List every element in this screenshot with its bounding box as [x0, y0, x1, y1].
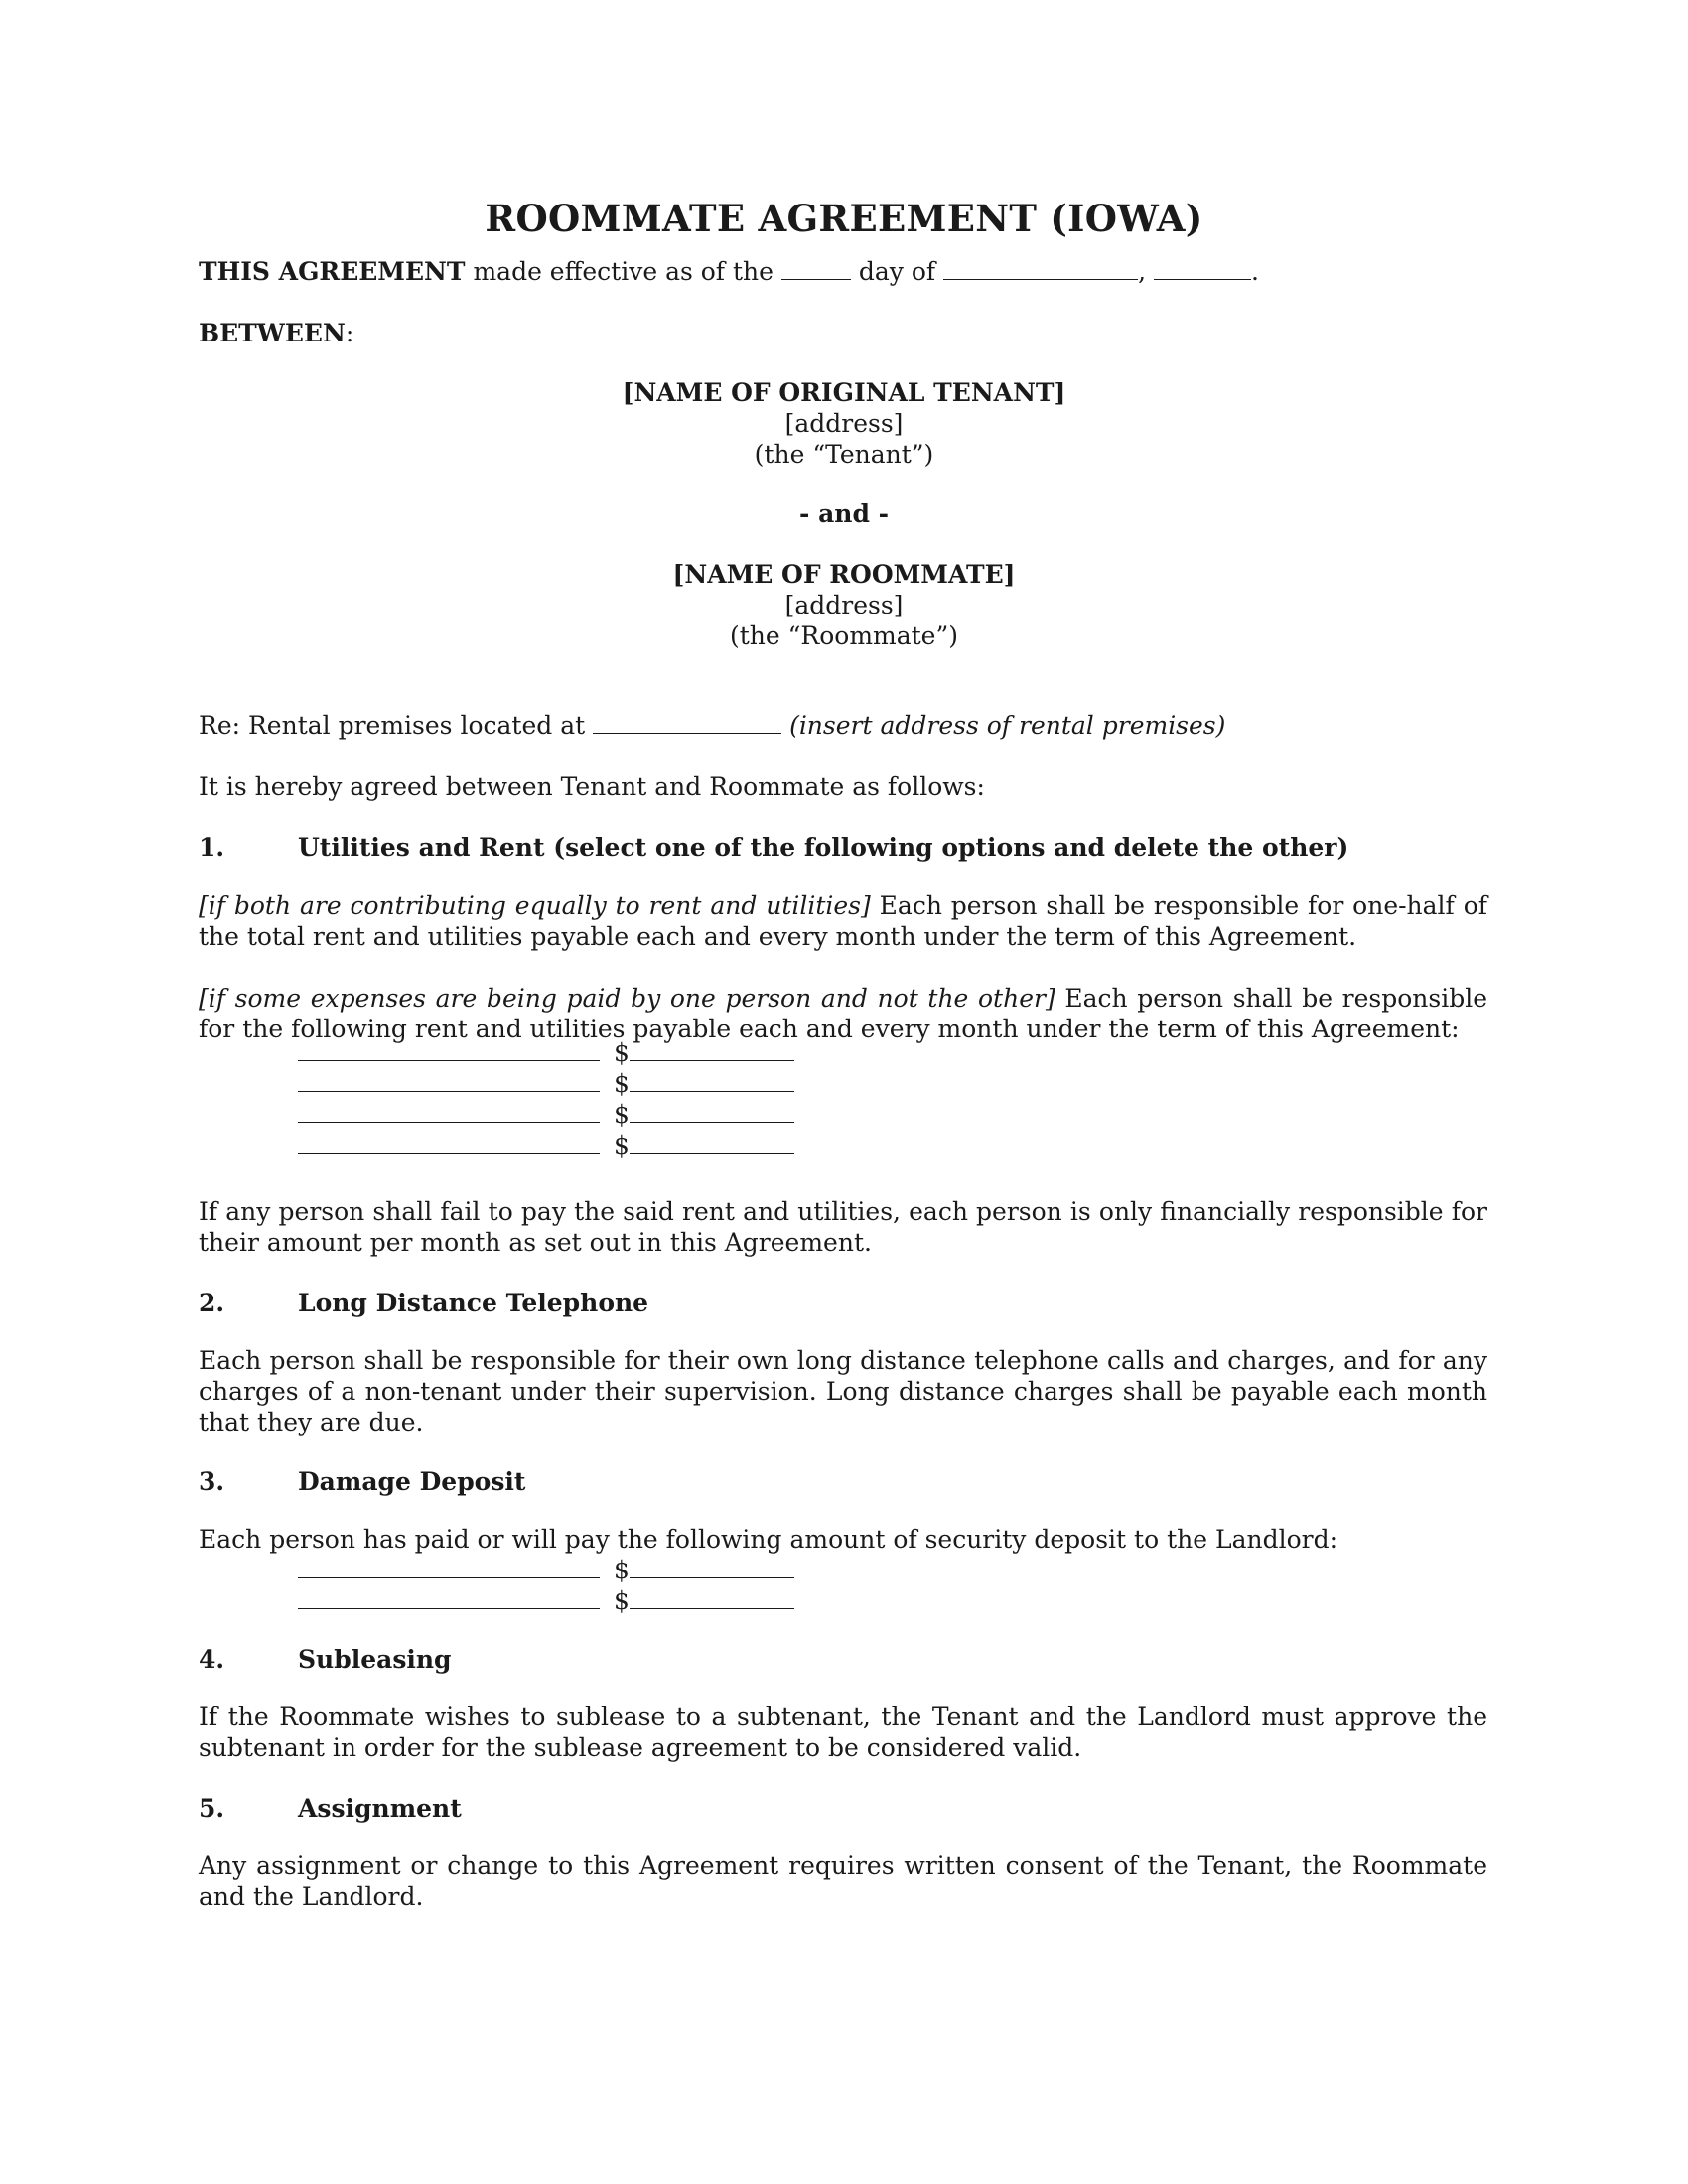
section-3-heading [199, 1466, 525, 1497]
re-note: (insert address of rental premises) [789, 711, 1226, 740]
dollar-sign: $ [614, 1069, 630, 1098]
expense-name-blank[interactable] [298, 1038, 600, 1061]
expense-amount-blank[interactable] [630, 1131, 794, 1154]
section-3-number: 3. [199, 1467, 225, 1496]
deposit-row [298, 1585, 794, 1613]
between-line [199, 318, 353, 348]
section-1-closing: If any person shall fail to pay the said rent and utilities, each person is only financially responsible for their amount per month as set out in this Agreement. [199, 1197, 1487, 1257]
option-2-condition: [if some expenses are being paid by one person and not the other] [199, 984, 1055, 1013]
party1-role: (the “Tenant”) [754, 440, 934, 469]
section-1-heading [199, 832, 1348, 863]
intro-period: . [1251, 257, 1259, 286]
between-colon: : [345, 319, 354, 347]
party2-role: (the “Roommate”) [729, 621, 959, 650]
intro-line [199, 256, 1259, 287]
section-4-heading [199, 1644, 452, 1675]
section-2-body: Each person shall be responsible for their own long distance telephone calls and charges, and for any charges of a non-tenant under their supervision. Long distance charges shall be payable each month that they are due. [199, 1346, 1487, 1436]
section-4-title: Subleasing [298, 1645, 452, 1674]
and-separator: - and - [798, 499, 889, 528]
dollar-sign: $ [614, 1038, 630, 1067]
option-1-text: Each person shall be responsible for one-half of the total rent and utilities payable each and every month under the term of this Agreement. [199, 891, 1487, 951]
section-2-heading [199, 1288, 648, 1318]
year-blank[interactable] [1154, 257, 1251, 280]
dollar-sign: $ [614, 1131, 630, 1160]
expense-name-blank[interactable] [298, 1131, 600, 1154]
between-label: BETWEEN [199, 319, 346, 347]
deposit-name-blank[interactable] [298, 1586, 600, 1609]
deposit-row [298, 1555, 794, 1582]
party1-address: [address] [784, 409, 904, 438]
section-3-body: Each person has paid or will pay the following amount of security deposit to the Landlord: [199, 1525, 1337, 1554]
intro-text-1: made effective as of the [473, 257, 774, 286]
dollar-sign: $ [614, 1586, 630, 1615]
party2-name: [NAME OF ROOMMATE] [672, 560, 1016, 589]
month-blank[interactable] [943, 257, 1138, 280]
intro-lead: THIS AGREEMENT [199, 257, 466, 286]
re-text: Re: Rental premises located at [199, 711, 586, 740]
deposit-amount-blank[interactable] [630, 1586, 794, 1609]
expense-amount-blank[interactable] [630, 1038, 794, 1061]
section-1-option-2 [199, 983, 1487, 1044]
section-5-number: 5. [199, 1794, 225, 1823]
expense-amount-blank[interactable] [630, 1069, 794, 1092]
expense-row [298, 1037, 794, 1065]
expense-name-blank[interactable] [298, 1100, 600, 1123]
party2-address: [address] [784, 591, 904, 619]
dollar-sign: $ [614, 1100, 630, 1129]
section-1-option-1 [199, 890, 1487, 952]
section-2-number: 2. [199, 1289, 225, 1317]
deposit-name-blank[interactable] [298, 1556, 600, 1578]
option-1-condition: [if both are contributing equally to rent and utilities] [199, 891, 871, 920]
day-blank[interactable] [781, 257, 851, 280]
expense-amount-blank[interactable] [630, 1100, 794, 1123]
expense-row [298, 1130, 794, 1158]
option-2-text: Each person shall be responsible for the following rent and utilities payable each and every month under the term of this Agreement: [199, 984, 1488, 1043]
premises-address-blank[interactable] [593, 711, 781, 734]
section-1-number: 1. [199, 833, 225, 862]
section-4-number: 4. [199, 1645, 225, 1674]
intro-comma: , [1138, 257, 1147, 286]
section-1-title: Utilities and Rent (select one of the following options and delete the other) [298, 833, 1349, 862]
section-3-title: Damage Deposit [298, 1467, 526, 1496]
document-title: ROOMMATE AGREEMENT (IOWA) [485, 197, 1203, 240]
expense-name-blank[interactable] [298, 1069, 600, 1092]
expense-row [298, 1068, 794, 1096]
section-5-title: Assignment [298, 1794, 462, 1823]
dollar-sign: $ [614, 1556, 630, 1584]
re-line [199, 710, 1225, 741]
section-5-body: Any assignment or change to this Agreement requires written consent of the Tenant, the Roommate and the Landlord. [199, 1851, 1487, 1911]
intro-text-2: day of [858, 257, 936, 286]
section-2-title: Long Distance Telephone [298, 1289, 649, 1317]
party1-name: [NAME OF ORIGINAL TENANT] [622, 378, 1066, 407]
section-4-body: If the Roommate wishes to sublease to a subtenant, the Tenant and the Landlord must approve the subtenant in order for the sublease agreement to be considered valid. [199, 1703, 1487, 1762]
agreed-text: It is hereby agreed between Tenant and Roommate as follows: [199, 772, 985, 801]
expense-row [298, 1099, 794, 1127]
section-5-heading [199, 1793, 462, 1824]
deposit-amount-blank[interactable] [630, 1556, 794, 1578]
